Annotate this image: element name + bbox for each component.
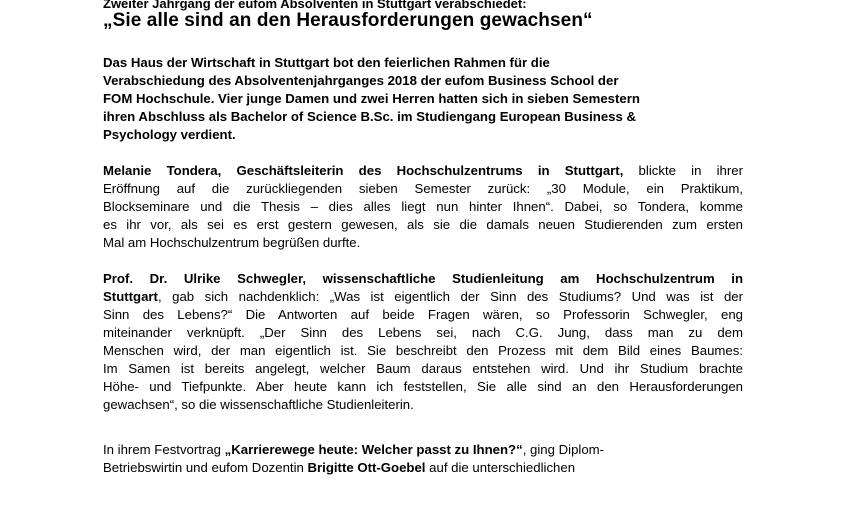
intro-line: Das Haus der Wirtschaft in Stuttgart bot den feierlichen Rahmen für die: [103, 55, 550, 70]
text-run: auf die unterschiedlichen: [425, 460, 576, 475]
paragraph-line: Eröffnung auf die zurückliegenden sieben Semester zurück: „30 Module, ein Praktikum,: [103, 181, 743, 196]
paragraph-festvortrag: [103, 441, 743, 477]
speaker-name: Prof. Dr. Ulrike Schwegler, wissenschaftliche Studienleitung am Hochschulzentrum in: [103, 271, 743, 286]
intro-line: Psychology verdient.: [103, 127, 236, 142]
paragraph-line: Blockseminare und die Thesis – dies alles liegt nun hinter Ihnen“. Dabei, so Tondera, komme: [103, 199, 743, 214]
paragraph-line: Menschen wird, der man eigentlich ist. Sie beschreibt den Prozess mit dem Bild eines Baumes:: [103, 343, 743, 358]
paragraph-line: [103, 459, 743, 477]
speaker-name: Melanie Tondera, Geschäftsleiterin des Hochschulzentrums in Stuttgart,: [103, 163, 624, 178]
paragraph-line: es ihr vor, als sei es erst gestern gewesen, als sie die damals neuen Studierenden zum ersten: [103, 217, 743, 232]
paragraph-line: Höhe- und Tiefpunkte. Aber heute kann ich feststellen, Sie alle sind an den Herausforderungen: [103, 379, 743, 394]
paragraph-intro: [103, 54, 743, 144]
intro-line: ihren Abschluss als Bachelor of Science B.Sc. im Studiengang European Business &: [103, 109, 637, 124]
text-run: , gab sich nachdenklich: „Was ist eigentlich der Sinn des Studiums? Und was ist der: [157, 289, 743, 304]
talk-title: „Karrierewege heute: Welcher passt zu Ihnen?“: [224, 442, 523, 457]
paragraph-line: Im Samen ist bereits angelegt, welcher Baum daraus entstehen wird. Und ihr Studium brachte: [103, 361, 743, 376]
paragraph-line: miteinander verknüpft. „Der Sinn des Lebens sei, nach C.G. Jung, dass man zu dem: [103, 325, 743, 340]
speaker-name-end: Stuttgart: [103, 289, 158, 304]
paragraph-line: Sinn des Lebens?“ Die Antworten auf beide Fragen wären, so Professorin Schwegler, eng: [103, 307, 743, 322]
article-headline: „Sie alle sind an den Herausforderungen gewachsen“: [103, 10, 593, 31]
paragraph-line: Mal am Hochschulzentrum begrüßen durfte.: [103, 235, 361, 250]
paragraph-line: gewachsen“, so die wissenschaftliche Studienleiterin.: [103, 397, 414, 412]
speaker-name: Brigitte Ott-Goebel: [307, 460, 426, 475]
article-kicker: Zweiter Jahrgang der eufom Absolventen in Stuttgart verabschiedet:: [103, 0, 527, 11]
paragraph-line: [103, 441, 743, 459]
text-run: In ihrem Festvortrag: [103, 442, 225, 457]
paragraph-line: [103, 162, 743, 180]
paragraph-schwegler: [103, 270, 743, 414]
intro-line: Verabschiedung des Absolventenjahrganges 2018 der eufom Business School der: [103, 73, 619, 88]
paragraph-tondera: [103, 162, 743, 252]
intro-line: FOM Hochschule. Vier junge Damen und zwei Herren hatten sich in sieben Semestern: [103, 91, 640, 106]
text-run: Betriebswirtin und eufom Dozentin: [103, 460, 308, 475]
text-run: blickte in ihrer: [623, 163, 743, 178]
text-run: , ging Diplom-: [522, 442, 605, 457]
paragraph-line: [103, 288, 743, 306]
